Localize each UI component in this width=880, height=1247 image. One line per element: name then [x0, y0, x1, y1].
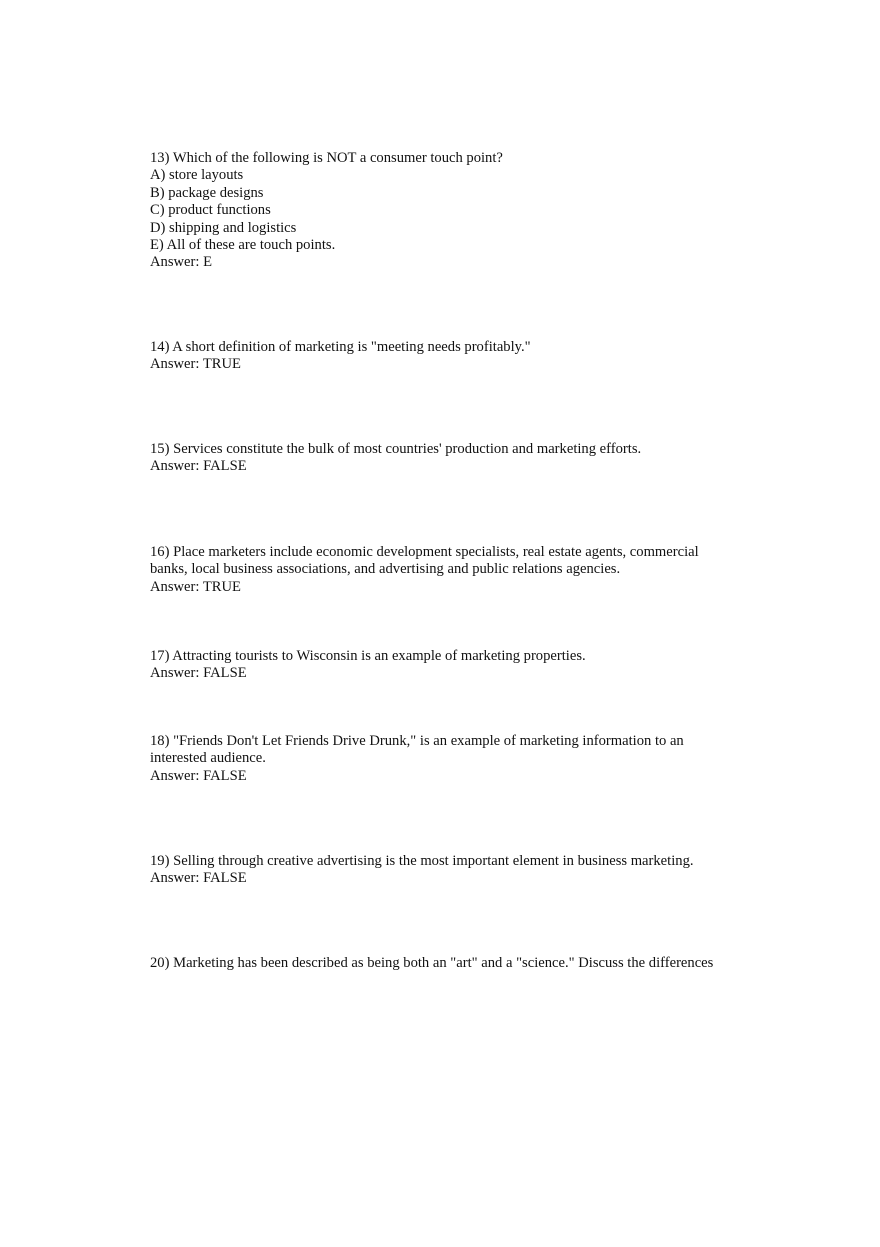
- question-19-answer: Answer: FALSE: [150, 870, 247, 887]
- question-16-stem-line-1: 16) Place marketers include economic development specialists, real estate agents, commercial: [150, 544, 699, 560]
- question-19-stem: 19) Selling through creative advertising is the most important element in business marketing.: [150, 853, 694, 869]
- question-18-stem-line-1: 18) "Friends Don't Let Friends Drive Drunk," is an example of marketing information to an: [150, 733, 684, 749]
- question-13-stem: 13) Which of the following is NOT a consumer touch point?: [150, 150, 503, 166]
- question-15-stem: 15) Services constitute the bulk of most countries' production and marketing efforts.: [150, 441, 642, 457]
- question-13-answer: Answer: E: [150, 254, 213, 271]
- question-17-answer: Answer: FALSE: [150, 665, 247, 682]
- question-16: [150, 544, 740, 596]
- question-15: [150, 441, 740, 476]
- question-20-stem: 20) Marketing has been described as being both an "art" and a "science." Discuss the differences: [150, 955, 714, 971]
- question-13-option-b: B) package designs: [150, 184, 264, 201]
- question-18-stem-line-2: interested audience.: [150, 750, 266, 767]
- question-20: [150, 955, 740, 972]
- question-13: [150, 150, 740, 272]
- question-17-stem: 17) Attracting tourists to Wisconsin is an example of marketing properties.: [150, 648, 586, 664]
- question-15-answer: Answer: FALSE: [150, 458, 247, 475]
- question-13-option-d: D) shipping and logistics: [150, 219, 297, 236]
- question-13-option-a: A) store layouts: [150, 167, 244, 184]
- question-16-answer: Answer: TRUE: [150, 578, 241, 595]
- question-13-option-e: E) All of these are touch points.: [150, 236, 336, 253]
- question-19: [150, 853, 740, 888]
- question-17: [150, 648, 740, 683]
- question-13-option-c: C) product functions: [150, 202, 271, 219]
- question-14-stem: 14) A short definition of marketing is "meeting needs profitably.": [150, 339, 531, 355]
- question-14-answer: Answer: TRUE: [150, 356, 241, 373]
- question-18: [150, 733, 740, 785]
- question-16-stem-line-2: banks, local business associations, and advertising and public relations agencies.: [150, 561, 621, 578]
- question-14: [150, 339, 740, 374]
- question-18-answer: Answer: FALSE: [150, 767, 247, 784]
